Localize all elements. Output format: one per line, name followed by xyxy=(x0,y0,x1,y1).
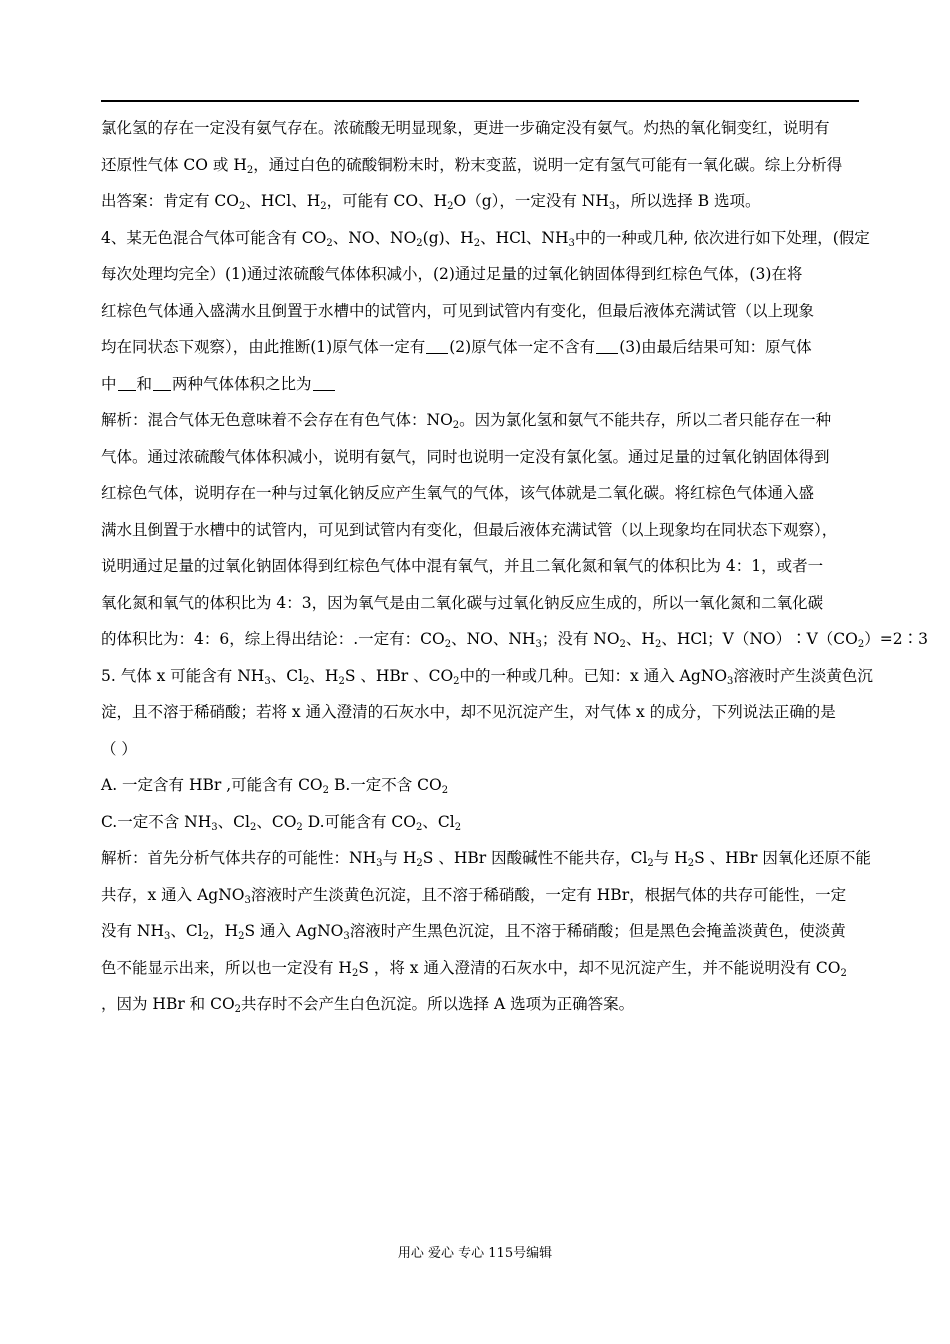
text-line xyxy=(101,256,859,293)
subscript: 3 xyxy=(376,858,383,869)
answer-blank xyxy=(313,376,335,391)
subscript: 2 xyxy=(326,237,333,249)
text-run: 中的一种或几种, 依次进行如下处理，(假定 xyxy=(574,228,870,247)
subscript: 2 xyxy=(654,639,662,650)
text-run: 、Cl xyxy=(170,922,203,940)
text-run: 的体积比为：4：6，综上得出结论：.一定有：CO xyxy=(101,630,445,648)
text-line xyxy=(101,840,871,877)
text-run: 共存，x 通入 AgNO xyxy=(101,885,245,904)
text-run: B.一定不含 CO xyxy=(329,776,442,794)
text-run: S 、HBr 、CO xyxy=(344,666,454,685)
text-run: 解析：混合气体无色意味着不会存在有色气体：NO xyxy=(101,411,453,429)
text-run: 、Cl xyxy=(422,812,455,831)
text-line xyxy=(101,293,859,330)
document-body xyxy=(101,110,928,1023)
subscript: 2 xyxy=(320,201,327,212)
text-line xyxy=(101,694,859,731)
text-run: 。因为氯化氢和氨气不能共存，所以二者只能存在一种 xyxy=(459,411,832,429)
text-run: 、NO、NO xyxy=(332,228,417,247)
text-line xyxy=(101,913,859,950)
text-run: S 、HBr 因酸碱性不能共存，Cl xyxy=(422,849,648,867)
text-run: 氯化氢的存在一定没有氨气存在。浓硫酸无明显现象，更进一步确定没有氨气。灼热的氧化铜变红，说明有 xyxy=(101,119,830,137)
text-run: 中的一种或几种。已知：x 通入 AgNO xyxy=(459,666,728,685)
text-line xyxy=(101,548,859,585)
subscript: 2 xyxy=(202,931,210,942)
text-run: 解析：首先分析气体共存的可能性：NH xyxy=(101,849,377,867)
text-run: 氧化氮和氧气的体积比为 4：3，因为氧气是由二氧化碳与过氧化钠反应生成的，所以一氧化氮和二氧化碳 xyxy=(101,593,824,612)
subscript: 3 xyxy=(211,821,218,833)
subscript: 2 xyxy=(453,675,460,687)
subscript: 2 xyxy=(296,821,303,833)
subscript: 2 xyxy=(840,967,847,979)
text-run: 4、某无色混合气体可能含有 CO xyxy=(101,228,327,247)
text-line xyxy=(101,183,859,220)
subscript: 2 xyxy=(238,931,245,942)
text-line xyxy=(101,402,859,439)
text-run: 溶液时产生黑色沉淀，且不溶于稀硝酸；但是黑色会掩盖淡黄色，使淡黄 xyxy=(349,922,846,940)
subscript: 2 xyxy=(857,639,865,650)
text-run: （ ） xyxy=(101,739,137,758)
subscript: 2 xyxy=(619,639,626,650)
subscript: 2 xyxy=(441,785,449,796)
text-line xyxy=(101,731,859,768)
text-run: ，所以选择 B 选项。 xyxy=(615,192,761,210)
text-run: 均在同状态下观察），由此推断(1)原气体一定有 xyxy=(101,338,426,356)
text-run: (2)原气体一定不含有 xyxy=(449,338,596,356)
subscript: 2 xyxy=(338,675,345,687)
subscript: 2 xyxy=(234,1004,242,1015)
text-line xyxy=(101,621,928,658)
subscript: 2 xyxy=(249,821,257,833)
text-run: 、CO xyxy=(256,812,297,831)
subscript: 2 xyxy=(687,858,695,869)
subscript: 2 xyxy=(322,785,330,796)
answer-blank xyxy=(118,376,136,391)
text-run: 溶液时产生淡黄色沉淀，且不溶于稀硝酸，一定有 HBr，根据气体的共存可能性，一定 xyxy=(250,885,847,904)
text-run: 出答案：肯定有 CO xyxy=(101,192,239,210)
text-line xyxy=(101,950,859,987)
answer-blank xyxy=(596,339,618,354)
text-run: O（g），一定没有 NH xyxy=(453,192,609,210)
text-run: 和 xyxy=(136,374,153,393)
text-run: 淀，且不溶于稀硝酸；若将 x 通入澄清的石灰水中，却不见沉淀产生，对气体 x 的成分，下列说法正确的是 xyxy=(101,703,836,721)
text-run: ，可能有 CO、H xyxy=(326,192,448,210)
text-line xyxy=(101,220,870,257)
text-line xyxy=(101,767,859,804)
answer-blank xyxy=(426,339,448,354)
text-line xyxy=(101,512,859,549)
subscript: 3 xyxy=(164,931,171,942)
subscript: 2 xyxy=(303,675,310,687)
text-run: 中 xyxy=(101,374,117,393)
text-line xyxy=(101,366,859,403)
text-run: S 、HBr 因氧化还原不能 xyxy=(694,849,871,867)
text-run: 满水且倒置于水槽中的试管内，可见到试管内有变化，但最后液体充满试管（以上现象均在同状态下观察）， xyxy=(101,520,838,539)
text-run: (3)由最后结果可知：原气体 xyxy=(619,338,812,356)
subscript: 3 xyxy=(535,639,542,650)
text-run: ，通过白色的硫酸铜粉末时，粉末变蓝，说明一定有氢气可能有一氧化碳。综上分析得 xyxy=(253,155,843,174)
text-run: 、H xyxy=(625,630,655,648)
subscript: 2 xyxy=(416,821,423,833)
text-line xyxy=(101,986,859,1023)
text-run: 两种气体体积之比为 xyxy=(172,374,312,393)
text-line xyxy=(101,147,859,184)
subscript: 2 xyxy=(647,858,654,869)
text-run: 每次处理均完全）(1)通过浓硫酸气体体积减小，(2)通过足量的过氧化钠固体得到红棕色气体，(3)在将 xyxy=(101,265,803,283)
text-run: 、H xyxy=(309,666,339,685)
text-run: 溶液时产生淡黄色沉 xyxy=(733,666,873,685)
text-run: ，H xyxy=(209,922,239,940)
text-line xyxy=(101,804,859,841)
text-line xyxy=(101,475,859,512)
text-run: 、NO、NH xyxy=(451,630,536,648)
text-run: 色不能显示出来，所以也一定没有 H xyxy=(101,958,352,977)
subscript: 2 xyxy=(454,821,462,833)
text-run: ）=2∶3 xyxy=(864,630,928,648)
text-run: 、HCl；V（NO）∶V（CO xyxy=(661,630,858,648)
text-run: 、Cl xyxy=(270,666,304,685)
subscript: 2 xyxy=(416,858,423,869)
text-line xyxy=(101,439,859,476)
text-run: 与 H xyxy=(653,849,688,867)
subscript: 2 xyxy=(351,967,359,979)
subscript: 2 xyxy=(246,164,254,176)
text-line xyxy=(101,658,873,695)
text-line xyxy=(101,585,859,622)
text-line xyxy=(101,877,859,914)
text-run: 没有 NH xyxy=(101,922,165,940)
subscript: 2 xyxy=(447,201,454,212)
text-run: 还原性气体 CO 或 H xyxy=(101,155,247,174)
text-run: 气体。通过浓硫酸气体体积减小，说明有氨气，同时也说明一定没有氯化氢。通过足量的过氧化钠固体得到 xyxy=(101,447,830,466)
subscript: 3 xyxy=(608,201,616,212)
text-run: ，因为 HBr 和 CO xyxy=(101,995,235,1013)
text-run: 、HCl、NH xyxy=(480,228,569,247)
header-rule xyxy=(101,100,859,102)
subscript: 2 xyxy=(444,639,452,650)
subscript: 3 xyxy=(568,237,575,249)
subscript: 3 xyxy=(343,931,350,942)
subscript: 2 xyxy=(239,201,246,212)
subscript: 2 xyxy=(452,420,460,431)
answer-blank xyxy=(153,376,171,391)
text-run: C.一定不含 NH xyxy=(101,812,212,831)
subscript: 3 xyxy=(244,894,251,906)
text-run: 、HCl、H xyxy=(245,192,321,210)
text-line xyxy=(101,110,859,147)
text-run: 5. 气体 x 可能含有 NH xyxy=(101,666,265,685)
text-run: 红棕色气体，说明存在一种与过氧化钠反应产生氧气的气体，该气体就是二氧化碳。将红棕色气体通入盛 xyxy=(101,484,815,502)
subscript: 3 xyxy=(264,675,271,687)
text-run: 红棕色气体通入盛满水且倒置于水槽中的试管内，可见到试管内有变化，但最后液体充满试管（以上现象 xyxy=(101,301,815,320)
text-run: 共存时不会产生白色沉淀。所以选择 A 选项为正确答案。 xyxy=(241,995,635,1013)
subscript: 2 xyxy=(473,237,481,249)
subscript: 2 xyxy=(416,237,423,249)
text-run: D.可能含有 CO xyxy=(302,812,417,831)
text-run: ；没有 NO xyxy=(541,630,620,648)
text-run: S 通入 AgNO xyxy=(244,922,344,940)
text-run: A. 一定含有 HBr ,可能含有 CO xyxy=(101,776,323,794)
text-run: 与 H xyxy=(382,849,417,867)
text-run: 、Cl xyxy=(217,812,250,831)
text-run: 说明通过足量的过氧化钠固体得到红棕色气体中混有氧气，并且二氧化氮和氧气的体积比为 4：1，或者一 xyxy=(101,557,824,575)
text-run: (g)、H xyxy=(422,228,474,247)
text-line xyxy=(101,329,859,366)
page-footer: 用心 爱心 专心 115号编辑 xyxy=(397,1246,553,1261)
subscript: 3 xyxy=(727,675,734,687)
text-run: S ，将 x 通入澄清的石灰水中，却不见沉淀产生，并不能说明没有 CO xyxy=(358,958,841,977)
